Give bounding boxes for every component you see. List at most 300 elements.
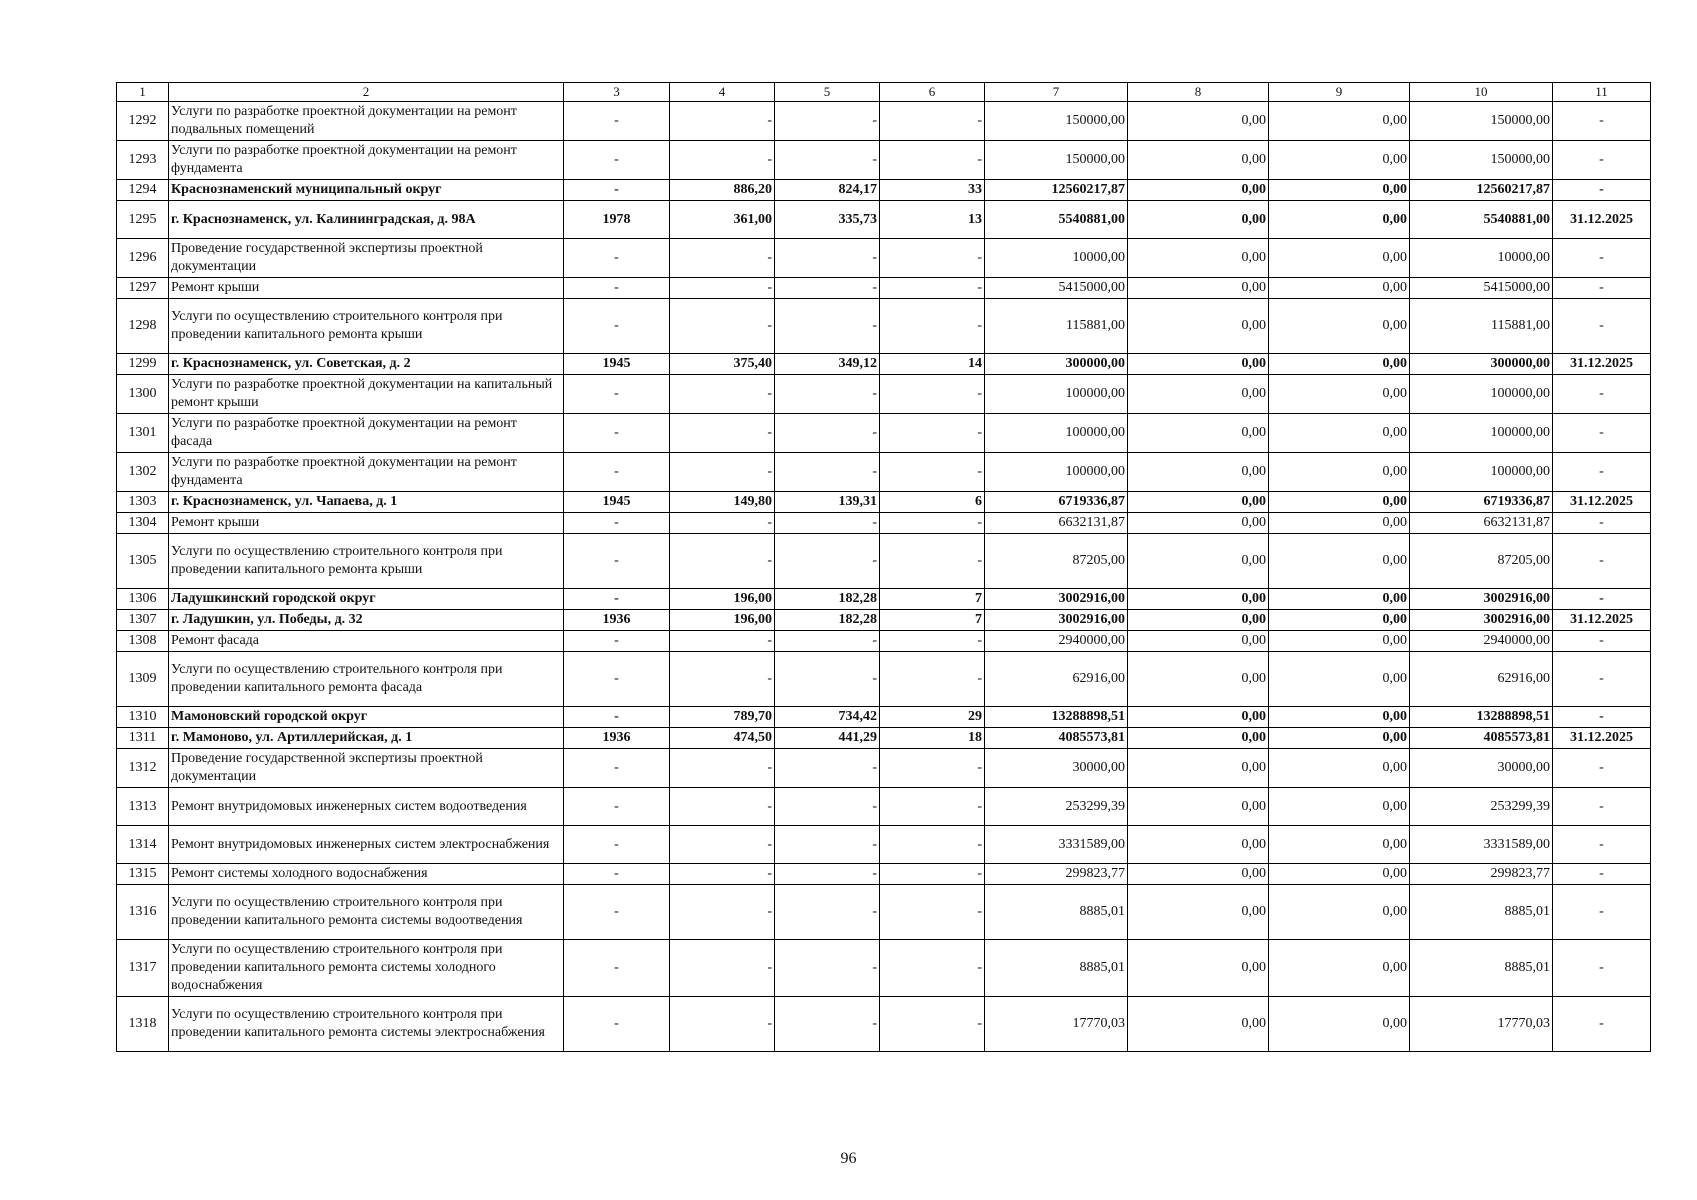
residents-cell: 13 — [880, 201, 985, 239]
deadline-cell: - — [1553, 453, 1651, 492]
fund-b-cell: 0,00 — [1269, 180, 1410, 201]
cost-total-cell: 3002916,00 — [985, 589, 1128, 610]
fund-c-cell: 62916,00 — [1410, 652, 1553, 707]
area-total-cell: 196,00 — [670, 610, 775, 631]
area-total-cell: 375,40 — [670, 354, 775, 375]
fund-b-cell: 0,00 — [1269, 728, 1410, 749]
table-row — [117, 788, 1651, 826]
residents-cell: - — [880, 414, 985, 453]
fund-b-cell: 0,00 — [1269, 707, 1410, 728]
year-cell: - — [564, 864, 670, 885]
column-number: 6 — [880, 83, 985, 102]
year-cell: - — [564, 180, 670, 201]
residents-cell: - — [880, 940, 985, 997]
table-row — [117, 589, 1651, 610]
year-cell: - — [564, 414, 670, 453]
area-total-cell: - — [670, 513, 775, 534]
item-name: г. Ладушкин, ул. Победы, д. 32 — [169, 610, 564, 631]
residents-cell: 6 — [880, 492, 985, 513]
deadline-cell: - — [1553, 513, 1651, 534]
area-living-cell: - — [775, 826, 880, 864]
fund-b-cell: 0,00 — [1269, 375, 1410, 414]
fund-b-cell: 0,00 — [1269, 299, 1410, 354]
item-name: Услуги по осуществлению строительного контроля при проведении капитального ремонта фасада — [169, 652, 564, 707]
row-number: 1299 — [117, 354, 169, 375]
year-cell: - — [564, 513, 670, 534]
residents-cell: 33 — [880, 180, 985, 201]
cost-total-cell: 4085573,81 — [985, 728, 1128, 749]
fund-c-cell: 299823,77 — [1410, 864, 1553, 885]
table-row — [117, 278, 1651, 299]
column-number: 10 — [1410, 83, 1553, 102]
row-number: 1317 — [117, 940, 169, 997]
fund-b-cell: 0,00 — [1269, 201, 1410, 239]
column-number: 9 — [1269, 83, 1410, 102]
table-row — [117, 652, 1651, 707]
item-name: Услуги по разработке проектной документации на ремонт фундамента — [169, 453, 564, 492]
fund-b-cell: 0,00 — [1269, 749, 1410, 788]
area-living-cell: - — [775, 375, 880, 414]
deadline-cell: - — [1553, 375, 1651, 414]
fund-c-cell: 4085573,81 — [1410, 728, 1553, 749]
fund-c-cell: 3002916,00 — [1410, 589, 1553, 610]
area-living-cell: 349,12 — [775, 354, 880, 375]
fund-b-cell: 0,00 — [1269, 492, 1410, 513]
cost-total-cell: 5540881,00 — [985, 201, 1128, 239]
fund-b-cell: 0,00 — [1269, 414, 1410, 453]
item-name: Услуги по осуществлению строительного контроля при проведении капитального ремонта системы электроснабжения — [169, 997, 564, 1052]
residents-cell: - — [880, 534, 985, 589]
table-row — [117, 102, 1651, 141]
fund-b-cell: 0,00 — [1269, 453, 1410, 492]
deadline-cell: - — [1553, 997, 1651, 1052]
cost-total-cell: 17770,03 — [985, 997, 1128, 1052]
fund-c-cell: 10000,00 — [1410, 239, 1553, 278]
column-number: 1 — [117, 83, 169, 102]
year-cell: - — [564, 885, 670, 940]
deadline-cell: - — [1553, 826, 1651, 864]
residents-cell: - — [880, 864, 985, 885]
table-row — [117, 749, 1651, 788]
deadline-cell: - — [1553, 141, 1651, 180]
area-total-cell: - — [670, 141, 775, 180]
area-living-cell: 824,17 — [775, 180, 880, 201]
area-total-cell: - — [670, 453, 775, 492]
row-number: 1316 — [117, 885, 169, 940]
area-total-cell: 149,80 — [670, 492, 775, 513]
table-row — [117, 610, 1651, 631]
fund-a-cell: 0,00 — [1128, 239, 1269, 278]
area-total-cell: 789,70 — [670, 707, 775, 728]
residents-cell: - — [880, 652, 985, 707]
table-row — [117, 299, 1651, 354]
deadline-cell: - — [1553, 534, 1651, 589]
fund-a-cell: 0,00 — [1128, 652, 1269, 707]
cost-total-cell: 299823,77 — [985, 864, 1128, 885]
residents-cell: - — [880, 826, 985, 864]
deadline-cell: - — [1553, 180, 1651, 201]
row-number: 1302 — [117, 453, 169, 492]
column-number: 2 — [169, 83, 564, 102]
fund-a-cell: 0,00 — [1128, 453, 1269, 492]
fund-b-cell: 0,00 — [1269, 534, 1410, 589]
area-living-cell: - — [775, 299, 880, 354]
fund-c-cell: 300000,00 — [1410, 354, 1553, 375]
table-row — [117, 864, 1651, 885]
fund-a-cell: 0,00 — [1128, 141, 1269, 180]
area-total-cell: - — [670, 940, 775, 997]
column-number: 11 — [1553, 83, 1651, 102]
year-cell: 1936 — [564, 610, 670, 631]
cost-total-cell: 2940000,00 — [985, 631, 1128, 652]
residents-cell: 7 — [880, 610, 985, 631]
area-total-cell: 474,50 — [670, 728, 775, 749]
year-cell: - — [564, 299, 670, 354]
cost-total-cell: 13288898,51 — [985, 707, 1128, 728]
deadline-cell: - — [1553, 414, 1651, 453]
fund-a-cell: 0,00 — [1128, 102, 1269, 141]
cost-total-cell: 5415000,00 — [985, 278, 1128, 299]
fund-b-cell: 0,00 — [1269, 513, 1410, 534]
fund-b-cell: 0,00 — [1269, 826, 1410, 864]
data-table — [116, 82, 1651, 1052]
cost-total-cell: 10000,00 — [985, 239, 1128, 278]
fund-c-cell: 12560217,87 — [1410, 180, 1553, 201]
row-number: 1312 — [117, 749, 169, 788]
item-name: Ремонт внутридомовых инженерных систем водоотведения — [169, 788, 564, 826]
fund-b-cell: 0,00 — [1269, 631, 1410, 652]
area-living-cell: - — [775, 749, 880, 788]
area-living-cell: - — [775, 141, 880, 180]
area-total-cell: - — [670, 102, 775, 141]
fund-c-cell: 17770,03 — [1410, 997, 1553, 1052]
fund-b-cell: 0,00 — [1269, 940, 1410, 997]
fund-c-cell: 5540881,00 — [1410, 201, 1553, 239]
item-name: г. Краснознаменск, ул. Советская, д. 2 — [169, 354, 564, 375]
row-number: 1298 — [117, 299, 169, 354]
area-living-cell: - — [775, 453, 880, 492]
year-cell: - — [564, 997, 670, 1052]
year-cell: - — [564, 141, 670, 180]
area-total-cell: - — [670, 997, 775, 1052]
residents-cell: - — [880, 278, 985, 299]
fund-a-cell: 0,00 — [1128, 631, 1269, 652]
area-total-cell: - — [670, 534, 775, 589]
table-row — [117, 354, 1651, 375]
row-number: 1311 — [117, 728, 169, 749]
fund-a-cell: 0,00 — [1128, 589, 1269, 610]
fund-a-cell: 0,00 — [1128, 707, 1269, 728]
row-number: 1305 — [117, 534, 169, 589]
cost-total-cell: 150000,00 — [985, 102, 1128, 141]
cost-total-cell: 30000,00 — [985, 749, 1128, 788]
fund-c-cell: 3002916,00 — [1410, 610, 1553, 631]
cost-total-cell: 8885,01 — [985, 940, 1128, 997]
fund-a-cell: 0,00 — [1128, 940, 1269, 997]
column-number: 3 — [564, 83, 670, 102]
item-name: Мамоновский городской округ — [169, 707, 564, 728]
area-living-cell: - — [775, 631, 880, 652]
fund-a-cell: 0,00 — [1128, 354, 1269, 375]
residents-cell: - — [880, 102, 985, 141]
fund-c-cell: 3331589,00 — [1410, 826, 1553, 864]
fund-b-cell: 0,00 — [1269, 278, 1410, 299]
year-cell: - — [564, 589, 670, 610]
year-cell: - — [564, 631, 670, 652]
item-name: Услуги по осуществлению строительного контроля при проведении капитального ремонта системы водоотведения — [169, 885, 564, 940]
residents-cell: 18 — [880, 728, 985, 749]
row-number: 1310 — [117, 707, 169, 728]
area-living-cell: - — [775, 102, 880, 141]
area-living-cell: - — [775, 239, 880, 278]
year-cell: 1978 — [564, 201, 670, 239]
row-number: 1293 — [117, 141, 169, 180]
area-living-cell: 182,28 — [775, 589, 880, 610]
fund-a-cell: 0,00 — [1128, 513, 1269, 534]
cost-total-cell: 3002916,00 — [985, 610, 1128, 631]
year-cell: - — [564, 652, 670, 707]
cost-total-cell: 115881,00 — [985, 299, 1128, 354]
item-name: Услуги по осуществлению строительного контроля при проведении капитального ремонта крыши — [169, 299, 564, 354]
fund-b-cell: 0,00 — [1269, 997, 1410, 1052]
table-row — [117, 375, 1651, 414]
year-cell: 1945 — [564, 492, 670, 513]
table-row — [117, 239, 1651, 278]
row-number: 1303 — [117, 492, 169, 513]
fund-a-cell: 0,00 — [1128, 826, 1269, 864]
fund-c-cell: 6719336,87 — [1410, 492, 1553, 513]
cost-total-cell: 62916,00 — [985, 652, 1128, 707]
table-row — [117, 201, 1651, 239]
year-cell: 1945 — [564, 354, 670, 375]
area-living-cell: 441,29 — [775, 728, 880, 749]
deadline-cell: - — [1553, 239, 1651, 278]
fund-c-cell: 87205,00 — [1410, 534, 1553, 589]
row-number: 1300 — [117, 375, 169, 414]
fund-c-cell: 150000,00 — [1410, 102, 1553, 141]
fund-b-cell: 0,00 — [1269, 885, 1410, 940]
item-name: Краснознаменский муниципальный округ — [169, 180, 564, 201]
residents-cell: - — [880, 299, 985, 354]
deadline-cell: 31.12.2025 — [1553, 354, 1651, 375]
deadline-cell: - — [1553, 631, 1651, 652]
deadline-cell: - — [1553, 278, 1651, 299]
area-total-cell: - — [670, 826, 775, 864]
item-name: Ладушкинский городской округ — [169, 589, 564, 610]
area-living-cell: 139,31 — [775, 492, 880, 513]
deadline-cell: - — [1553, 589, 1651, 610]
item-name: Услуги по разработке проектной документации на ремонт подвальных помещений — [169, 102, 564, 141]
deadline-cell: - — [1553, 707, 1651, 728]
deadline-cell: 31.12.2025 — [1553, 201, 1651, 239]
year-cell: - — [564, 749, 670, 788]
fund-a-cell: 0,00 — [1128, 788, 1269, 826]
deadline-cell: - — [1553, 885, 1651, 940]
item-name: Услуги по осуществлению строительного контроля при проведении капитального ремонта крыши — [169, 534, 564, 589]
fund-b-cell: 0,00 — [1269, 239, 1410, 278]
cost-total-cell: 253299,39 — [985, 788, 1128, 826]
row-number: 1294 — [117, 180, 169, 201]
year-cell: 1936 — [564, 728, 670, 749]
fund-c-cell: 2940000,00 — [1410, 631, 1553, 652]
fund-a-cell: 0,00 — [1128, 997, 1269, 1052]
area-total-cell: - — [670, 864, 775, 885]
cost-total-cell: 100000,00 — [985, 453, 1128, 492]
area-total-cell: 196,00 — [670, 589, 775, 610]
table-row — [117, 631, 1651, 652]
fund-c-cell: 253299,39 — [1410, 788, 1553, 826]
fund-c-cell: 30000,00 — [1410, 749, 1553, 788]
cost-total-cell: 150000,00 — [985, 141, 1128, 180]
deadline-cell: - — [1553, 788, 1651, 826]
table-row — [117, 414, 1651, 453]
area-total-cell: - — [670, 239, 775, 278]
row-number: 1301 — [117, 414, 169, 453]
residents-cell: 14 — [880, 354, 985, 375]
fund-c-cell: 6632131,87 — [1410, 513, 1553, 534]
year-cell: - — [564, 453, 670, 492]
page-number: 96 — [840, 1150, 857, 1167]
cost-total-cell: 100000,00 — [985, 414, 1128, 453]
deadline-cell: 31.12.2025 — [1553, 728, 1651, 749]
fund-a-cell: 0,00 — [1128, 180, 1269, 201]
row-number: 1306 — [117, 589, 169, 610]
deadline-cell: - — [1553, 749, 1651, 788]
deadline-cell: - — [1553, 652, 1651, 707]
year-cell: - — [564, 534, 670, 589]
area-total-cell: - — [670, 652, 775, 707]
item-name: Ремонт крыши — [169, 278, 564, 299]
area-total-cell: - — [670, 749, 775, 788]
cost-total-cell: 6719336,87 — [985, 492, 1128, 513]
fund-c-cell: 150000,00 — [1410, 141, 1553, 180]
item-name: г. Краснознаменск, ул. Калининградская, д. 98А — [169, 201, 564, 239]
area-living-cell: 182,28 — [775, 610, 880, 631]
item-name: Ремонт системы холодного водоснабжения — [169, 864, 564, 885]
item-name: Ремонт фасада — [169, 631, 564, 652]
row-number: 1318 — [117, 997, 169, 1052]
cost-total-cell: 300000,00 — [985, 354, 1128, 375]
area-living-cell: - — [775, 652, 880, 707]
table-body — [117, 83, 1651, 1052]
item-name: Услуги по разработке проектной документации на ремонт фасада — [169, 414, 564, 453]
area-total-cell: - — [670, 414, 775, 453]
residents-cell: - — [880, 453, 985, 492]
year-cell: - — [564, 375, 670, 414]
area-living-cell: 734,42 — [775, 707, 880, 728]
area-living-cell: - — [775, 885, 880, 940]
residents-cell: - — [880, 141, 985, 180]
row-number: 1315 — [117, 864, 169, 885]
deadline-cell: 31.12.2025 — [1553, 492, 1651, 513]
fund-a-cell: 0,00 — [1128, 728, 1269, 749]
fund-a-cell: 0,00 — [1128, 201, 1269, 239]
area-living-cell: - — [775, 788, 880, 826]
fund-c-cell: 115881,00 — [1410, 299, 1553, 354]
item-name: Проведение государственной экспертизы проектной документации — [169, 749, 564, 788]
item-name: Ремонт крыши — [169, 513, 564, 534]
fund-b-cell: 0,00 — [1269, 788, 1410, 826]
table-row — [117, 885, 1651, 940]
fund-b-cell: 0,00 — [1269, 141, 1410, 180]
column-number: 5 — [775, 83, 880, 102]
residents-cell: - — [880, 375, 985, 414]
area-living-cell: - — [775, 534, 880, 589]
area-living-cell: - — [775, 278, 880, 299]
area-living-cell: - — [775, 513, 880, 534]
residents-cell: - — [880, 885, 985, 940]
fund-c-cell: 5415000,00 — [1410, 278, 1553, 299]
column-number: 8 — [1128, 83, 1269, 102]
fund-a-cell: 0,00 — [1128, 375, 1269, 414]
fund-a-cell: 0,00 — [1128, 864, 1269, 885]
cost-total-cell: 12560217,87 — [985, 180, 1128, 201]
year-cell: - — [564, 707, 670, 728]
residents-cell: - — [880, 239, 985, 278]
row-number: 1304 — [117, 513, 169, 534]
area-total-cell: - — [670, 375, 775, 414]
fund-a-cell: 0,00 — [1128, 885, 1269, 940]
fund-b-cell: 0,00 — [1269, 354, 1410, 375]
table-row — [117, 492, 1651, 513]
fund-b-cell: 0,00 — [1269, 610, 1410, 631]
table-row — [117, 826, 1651, 864]
residents-cell: - — [880, 631, 985, 652]
year-cell: - — [564, 940, 670, 997]
residents-cell: 7 — [880, 589, 985, 610]
column-number: 7 — [985, 83, 1128, 102]
row-number: 1308 — [117, 631, 169, 652]
row-number: 1297 — [117, 278, 169, 299]
table-row — [117, 534, 1651, 589]
table-row — [117, 707, 1651, 728]
area-living-cell: - — [775, 414, 880, 453]
item-name: Проведение государственной экспертизы проектной документации — [169, 239, 564, 278]
fund-a-cell: 0,00 — [1128, 534, 1269, 589]
item-name: Услуги по осуществлению строительного контроля при проведении капитального ремонта системы холодного водоснабжения — [169, 940, 564, 997]
item-name: Услуги по разработке проектной документации на ремонт фундамента — [169, 141, 564, 180]
year-cell: - — [564, 239, 670, 278]
table-row — [117, 940, 1651, 997]
fund-b-cell: 0,00 — [1269, 864, 1410, 885]
area-living-cell: - — [775, 940, 880, 997]
area-total-cell: - — [670, 278, 775, 299]
year-cell: - — [564, 788, 670, 826]
fund-c-cell: 8885,01 — [1410, 940, 1553, 997]
deadline-cell: - — [1553, 102, 1651, 141]
fund-c-cell: 100000,00 — [1410, 453, 1553, 492]
year-cell: - — [564, 826, 670, 864]
row-number: 1313 — [117, 788, 169, 826]
cost-total-cell: 87205,00 — [985, 534, 1128, 589]
year-cell: - — [564, 102, 670, 141]
deadline-cell: - — [1553, 940, 1651, 997]
area-total-cell: - — [670, 631, 775, 652]
fund-b-cell: 0,00 — [1269, 589, 1410, 610]
fund-b-cell: 0,00 — [1269, 652, 1410, 707]
area-living-cell: - — [775, 864, 880, 885]
row-number: 1296 — [117, 239, 169, 278]
residents-cell: - — [880, 749, 985, 788]
item-name: Услуги по разработке проектной документации на капитальный ремонт крыши — [169, 375, 564, 414]
year-cell: - — [564, 278, 670, 299]
row-number: 1307 — [117, 610, 169, 631]
fund-c-cell: 8885,01 — [1410, 885, 1553, 940]
row-number: 1314 — [117, 826, 169, 864]
table-row — [117, 728, 1651, 749]
column-number-row — [117, 83, 1651, 102]
deadline-cell: - — [1553, 864, 1651, 885]
